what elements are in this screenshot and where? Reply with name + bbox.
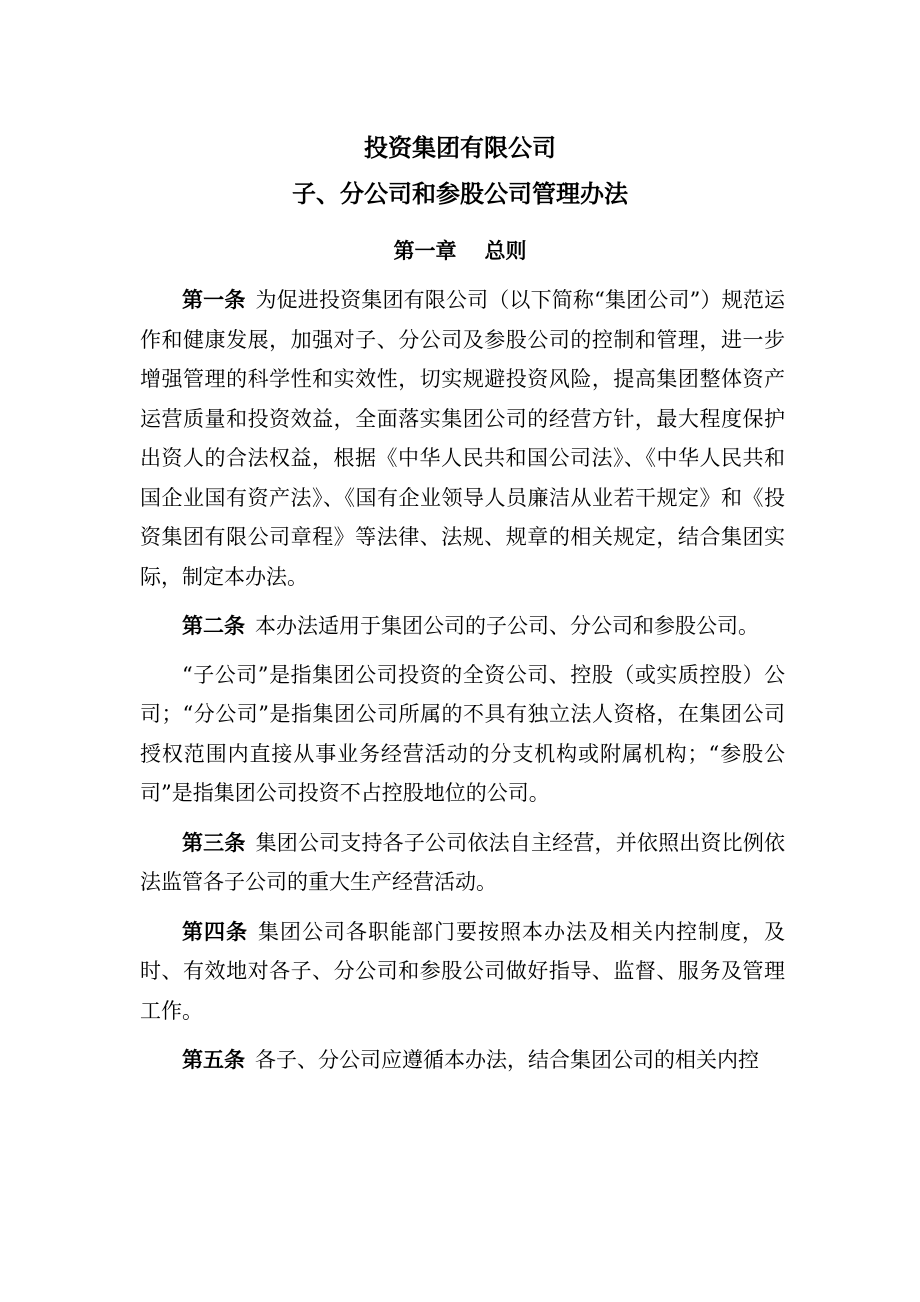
article-label: 第四条 xyxy=(182,918,248,944)
article-label: 第一条 xyxy=(182,287,246,312)
article-2 xyxy=(140,606,785,647)
article-text: 本办法适用于集团公司的子公司、分公司和参股公司。 xyxy=(255,614,759,638)
document-title-line2: 子、分公司和参股公司管理办法 xyxy=(292,179,628,208)
article-2-definitions xyxy=(140,656,785,814)
article-label: 第五条 xyxy=(182,1047,245,1072)
article-text: 集团公司各职能部门要按照本办法及相关内控制度，及时、有效地对各子、分公司和参股公司做好指导、监督、服务及管理工作。 xyxy=(140,919,785,1023)
article-label: 第二条 xyxy=(182,613,245,638)
article-text: 集团公司支持各子公司依法自主经营，并依照出资比例依法监管各子公司的重大生产经营活动。 xyxy=(140,830,786,894)
article-text: 各子、分公司应遵循本办法，结合集团公司的相关内控 xyxy=(255,1048,759,1072)
article-text: 为促进投资集团有限公司（以下简称“集团公司”）规范运作和健康发展，加强对子、分公司及参股公司的控制和管理，进一步增强管理的科学性和实效性，切实规避投资风险，提高集团整体资产运营质量和投资效益，全面落实集团公司的经营方针，最大程度保护出资人的合法权益，根据《中华人民共和国公司法》、《中华人民共和国企业国有资产法》、《国有企业领导人员廉洁从业若干规定》和《投资集团有限公司章程》等法律、法规、规章的相关规定，结合集团实际，制定本办法。 xyxy=(140,288,785,589)
document-body xyxy=(140,280,785,1081)
chapter-number: 第一章 xyxy=(393,238,457,263)
chapter-heading xyxy=(0,237,920,265)
article-5 xyxy=(140,1040,785,1081)
article-3 xyxy=(140,823,785,903)
document-title-line1: 投资集团有限公司 xyxy=(364,133,556,162)
chapter-name: 总则 xyxy=(484,238,527,263)
article-4 xyxy=(140,912,785,1032)
article-text: “子公司”是指集团公司投资的全资公司、控股（或实质控股）公司；“分公司”是指集团公司所属的不具有独立法人资格，在集团公司授权范围内直接从事业务经营活动的分支机构或附属机构；“参股公司”是指集团公司投资不占控股地位的公司。 xyxy=(140,662,785,805)
article-label: 第三条 xyxy=(182,829,246,855)
article-1 xyxy=(140,280,785,597)
